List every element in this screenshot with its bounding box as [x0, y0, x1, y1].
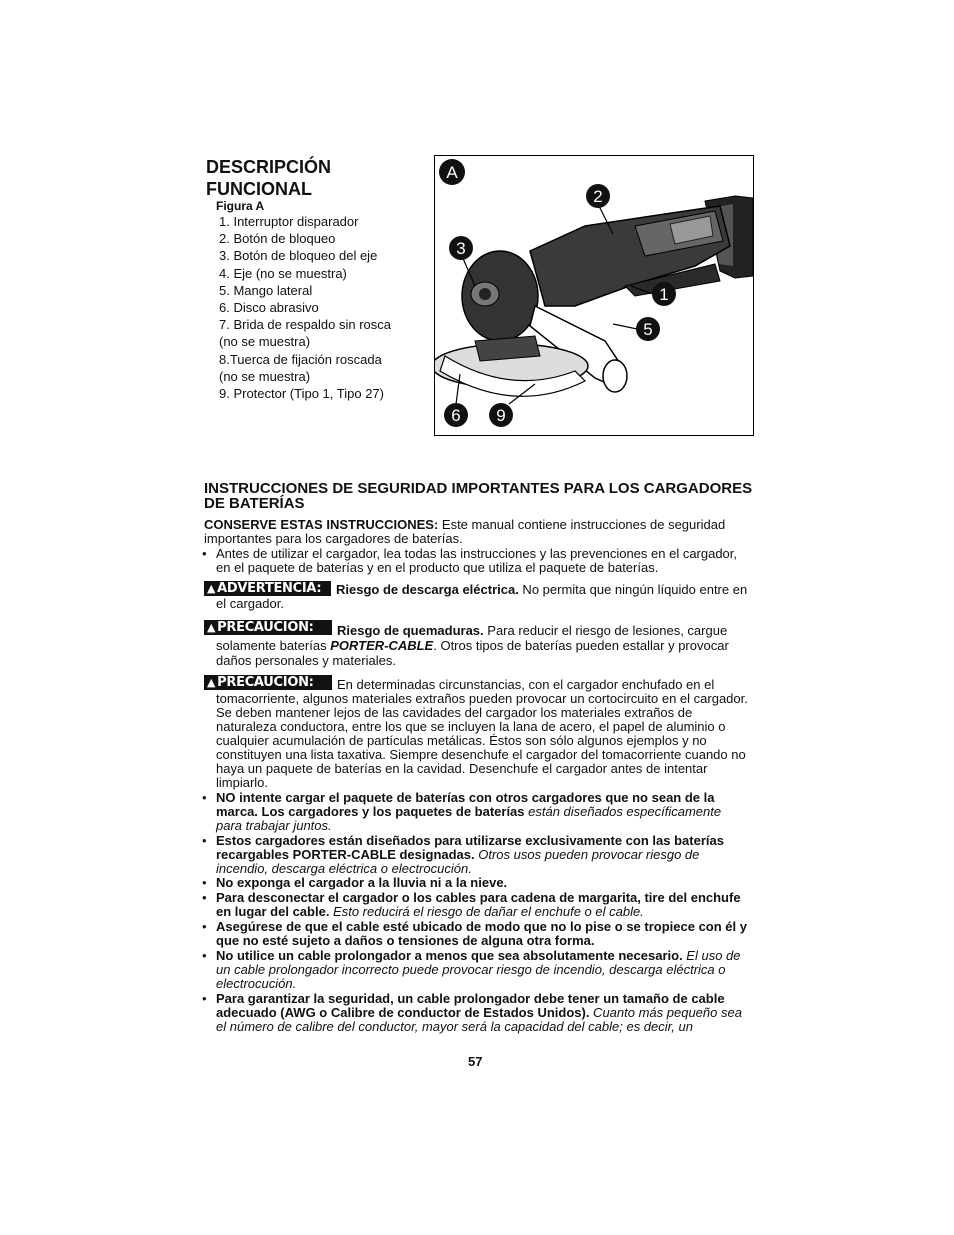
list-item: 1. Interruptor disparador [219, 214, 359, 229]
conserve-paragraph [204, 518, 749, 546]
badge-label: PRECAUCIÓN: [217, 675, 314, 690]
list-item [202, 991, 754, 1034]
list-item: 3. Botón de bloqueo del eje [219, 248, 378, 264]
callout-1-label: 1 [659, 285, 669, 304]
warning-triangle-icon: ▲ [207, 621, 216, 634]
bullet-glyph: • [202, 875, 207, 890]
callout-6-label: 6 [451, 406, 461, 425]
bullet-bold: Estos cargadores están diseñados para utilizarse exclusivamente con las baterías recargables PORTER-CABLE designadas. [216, 833, 724, 862]
warning-triangle-icon: ▲ [207, 676, 216, 689]
bullet-italic: Cuanto más pequeño sea el número de calibre del conductor, mayor será la capacidad del cable; es decir, un [216, 1005, 742, 1034]
bullet-glyph: • [202, 833, 207, 848]
caution-body-b: . Otros tipos de baterías pueden estallar y provocar daños personales y materiales. [216, 638, 729, 668]
bullet-italic: Otros usos pueden provocar riesgo de incendio, descarga eléctrica o electrocución. [216, 847, 700, 876]
badge-label: ADVERTENCIA: [217, 581, 322, 596]
list-item: (no se muestra) [219, 368, 311, 384]
warning-body: No permita que ningún líquido entre en el cargador. [216, 582, 748, 611]
brand-name: PORTER-CABLE [330, 638, 434, 653]
warning-shock-text [216, 583, 749, 611]
list-item [202, 833, 749, 876]
bullet-bold: Asegúrese de que el cable esté ubicado de modo que no lo pise o se tropiece con él y que no esté sujeto a daños o tensiones de alguna otra forma. [216, 919, 747, 948]
callout-9-label: 9 [496, 406, 506, 425]
section-title-safety: INSTRUCCIONES DE SEGURIDAD IMPORTANTES PARA LOS CARGADORES DE BATERÍAS [204, 480, 753, 512]
list-item: 8.Tuerca de fijación roscada [219, 351, 382, 367]
bullet-bold: No exponga el cargador a la lluvia ni a la nieve. [216, 875, 508, 890]
list-item [202, 948, 749, 991]
page-number: 57 [468, 1054, 483, 1069]
conserve-label: CONSERVE ESTAS INSTRUCCIONES: [204, 517, 439, 532]
bullet-glyph: • [202, 890, 207, 905]
section-heading-descripcion [206, 156, 406, 200]
bullet-text: Antes de utilizar el cargador, lea todas las instrucciones y las prevenciones en el cargador, en el paquete de baterías y en el producto que utiliza el paquete de baterías. [216, 546, 738, 575]
caution-burn-text [216, 623, 749, 668]
bullet-glyph: • [202, 919, 207, 934]
list-item [202, 890, 749, 919]
callout-2-label: 2 [593, 187, 603, 206]
warning-title: Riesgo de descarga eléctrica. [336, 582, 519, 597]
bullet-glyph: • [202, 991, 207, 1006]
bullet-bold: NO intente cargar el paquete de baterías con otros cargadores que no sean de la marca. Los cargadores y los paquetes de baterías [216, 790, 715, 819]
warning-triangle-icon: ▲ [207, 582, 216, 595]
callout-a-label: A [446, 163, 458, 182]
figure-a-illustration [434, 155, 754, 436]
list-item [202, 919, 749, 948]
callout-5-label: 5 [643, 320, 653, 339]
conserve-text: Este manual contiene instrucciones de seguridad importantes para los cargadores de baterías. [204, 517, 726, 546]
list-item [202, 546, 749, 575]
bullet-italic: Esto reducirá el riesgo de dañar el enchufe o el cable. [329, 904, 644, 919]
list-item: 2. Botón de bloqueo [219, 231, 336, 247]
caution-title: Riesgo de quemaduras. [337, 623, 484, 638]
bullet-italic: están diseñados específicamente para trabajar juntos. [216, 804, 722, 833]
list-item [202, 875, 749, 890]
bullet-bold: Para desconectar el cargador o los cables para cadena de margarita, tire del enchufe en lugar del cable. [216, 890, 741, 919]
list-item: 4. Eje (no se muestra) [219, 265, 347, 281]
caution-short-circuit-text: En determinadas circunstancias, con el cargador enchufado en el tomacorriente, algunos materiales extraños pueden provocar un cortocircuito en el cargador. Se deben mantener lejos de las cavidades del cargador los materiales extraños de naturaleza conductora, entre los que se incluyen la lana de acero, el papel de aluminio o cualquier acumulación de partículas metálicas. Éstos son sólo algunos ejemplos y no constituyen una lista taxativa. Siempre desenchufe el cargador del tomacorriente cuando no haya un paquete de baterías en la cavidad. Desenchufe el cargador antes de intentar limpiarlo. [216, 677, 748, 790]
caution-body-a: Para reducir el riesgo de lesiones, cargue solamente baterías [216, 623, 728, 653]
heading-line-2: FUNCIONAL [206, 179, 312, 199]
bullet-glyph: • [202, 546, 207, 561]
list-item: 7. Brida de respaldo sin rosca [219, 317, 391, 333]
bullet-italic: El uso de un cable prolongador incorrecto puede provocar riesgo de incendio, descarga eléctrica o electrocución. [216, 948, 741, 991]
angle-grinder-drawing [435, 156, 753, 435]
figure-parts-list [219, 213, 419, 402]
figure-label: Figura A [216, 199, 265, 213]
list-item: 5. Mango lateral [219, 282, 313, 298]
callout-3-label: 3 [456, 239, 466, 258]
heading-line-1: DESCRIPCIÓN [206, 157, 332, 177]
bullet-bold: No utilice un cable prolongador a menos que sea absolutamente necesario. [216, 948, 683, 963]
list-item: (no se muestra) [219, 334, 311, 350]
list-item [202, 790, 749, 833]
list-item: 6. Disco abrasivo [219, 300, 319, 316]
bullet-glyph: • [202, 948, 207, 963]
list-item: 9. Protector (Tipo 1, Tipo 27) [219, 386, 384, 402]
bullet-bold: Para garantizar la seguridad, un cable prolongador debe tener un tamaño de cable adecuado (AWG o Calibre de conductor de Estados Unidos). [216, 991, 725, 1020]
badge-label: PRECAUCIÓN: [217, 620, 314, 635]
bullet-glyph: • [202, 790, 207, 805]
